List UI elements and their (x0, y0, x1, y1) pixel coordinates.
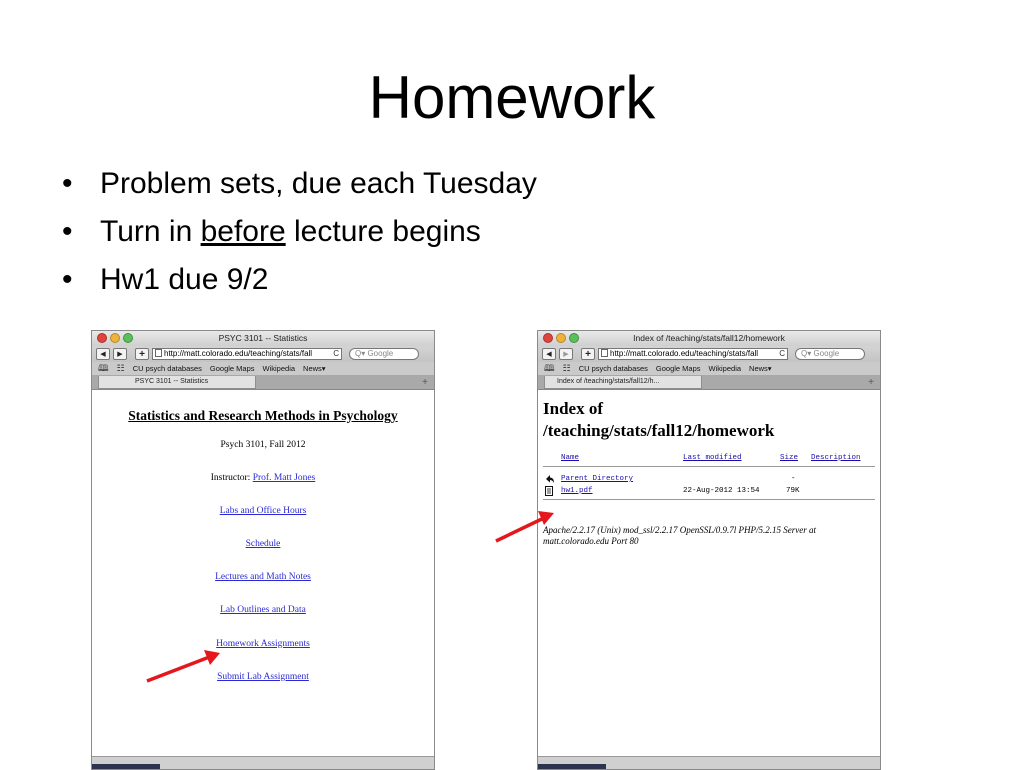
back-arrow-icon (544, 474, 555, 484)
window-controls (543, 333, 579, 343)
zoom-window-button[interactable] (569, 333, 579, 343)
parent-directory-link[interactable]: Parent Directory (561, 475, 634, 483)
dock-strip (538, 764, 606, 769)
bullet-text: Problem sets, due each Tuesday (100, 167, 537, 200)
window-title: PSYC 3101 -- Statistics (218, 333, 308, 343)
close-window-button[interactable] (543, 333, 553, 343)
index-heading (543, 398, 873, 442)
search-input[interactable]: Q▾ Google (349, 348, 419, 360)
window-controls (97, 333, 133, 343)
grid-icon[interactable]: ☷ (116, 363, 125, 373)
bookmark-item[interactable]: CU psych databases (132, 364, 202, 373)
bullet-emphasis: before (200, 215, 286, 248)
submit-lab-link[interactable]: Submit Lab Assignment (217, 672, 309, 682)
tab-course[interactable]: PSYC 3101 -- Statistics (98, 376, 256, 389)
nav-link-lab-outlines (92, 605, 434, 615)
modified-column-header[interactable]: Last modified (683, 454, 742, 462)
browser-window-course (91, 330, 435, 770)
name-column-header[interactable]: Name (561, 454, 580, 462)
add-bookmark-button[interactable]: + (135, 348, 149, 360)
page-icon (155, 349, 162, 357)
nav-link-lectures (92, 572, 434, 582)
course-heading: Statistics and Research Methods in Psychology (128, 408, 398, 423)
bookmarks-bar (538, 362, 880, 376)
forward-button[interactable]: ▶ (559, 348, 573, 360)
window-titlebar (538, 331, 880, 346)
bullet-item (62, 256, 537, 304)
row-size: 79K (786, 487, 800, 495)
zoom-window-button[interactable] (123, 333, 133, 343)
course-info: Psych 3101, Fall 2012 (220, 440, 306, 450)
labs-office-hours-link[interactable]: Labs and Office Hours (219, 506, 307, 516)
directory-listing (543, 452, 875, 502)
instructor-link[interactable]: Prof. Matt Jones (252, 473, 316, 483)
row-size: - (791, 475, 796, 483)
pointer-arrow-homework (144, 648, 224, 684)
index-heading-line: Index of (543, 399, 603, 418)
url-text: http://matt.colorado.edu/teaching/stats/fall (164, 349, 313, 358)
listing-header (543, 452, 875, 464)
search-input[interactable]: Q▾ Google (795, 348, 865, 360)
bookmark-item[interactable]: Wikipedia (262, 364, 296, 373)
document-icon (544, 486, 555, 496)
slide-title: Homework (368, 64, 656, 131)
page-icon (601, 349, 608, 357)
browser-toolbar (538, 346, 880, 362)
back-button[interactable]: ◀ (96, 348, 110, 360)
reload-icon[interactable]: C (779, 349, 785, 358)
size-column-header[interactable]: Size (780, 454, 799, 462)
lab-outlines-link[interactable]: Lab Outlines and Data (220, 605, 306, 615)
table-row (543, 473, 875, 485)
divider (543, 499, 875, 500)
grid-icon[interactable]: ☷ (562, 363, 571, 373)
index-heading-path: /teaching/stats/fall12/homework (543, 421, 775, 440)
back-button[interactable]: ◀ (542, 348, 556, 360)
forward-button[interactable]: ▶ (113, 348, 127, 360)
bullet-list (62, 160, 537, 304)
browser-toolbar (92, 346, 434, 362)
server-signature: Apache/2.2.17 (Unix) mod_ssl/2.2.17 OpenSSL/0.9.7l PHP/5.2.15 Server at matt.colorado.edu Port 80 (543, 525, 816, 546)
row-modified: 22-Aug-2012 13:54 (683, 487, 760, 495)
nav-link-schedule (92, 539, 434, 549)
hw1-pdf-link[interactable]: hw1.pdf (561, 487, 593, 495)
book-icon[interactable]: 🕮 (544, 362, 555, 373)
bullet-item (62, 160, 537, 208)
tab-index[interactable]: Index of /teaching/stats/fall12/h... (544, 376, 702, 389)
browser-window-index (537, 330, 881, 770)
bullet-text: lecture begins (285, 215, 481, 248)
address-bar[interactable] (152, 348, 342, 360)
table-row (543, 485, 875, 497)
minimize-window-button[interactable] (110, 333, 120, 343)
dock-strip (92, 764, 160, 769)
new-tab-button[interactable]: + (868, 377, 874, 388)
add-bookmark-button[interactable]: + (581, 348, 595, 360)
instructor-line (92, 473, 434, 483)
window-title: Index of /teaching/stats/fall12/homework (633, 333, 785, 343)
page-content (92, 390, 434, 763)
bookmark-item[interactable]: News▾ (303, 364, 326, 373)
new-tab-button[interactable]: + (422, 377, 428, 388)
instructor-label: Instructor: (210, 473, 253, 483)
bullet-text: Hw1 due 9/2 (100, 263, 269, 296)
bookmark-item[interactable]: Google Maps (209, 364, 255, 373)
bookmark-item[interactable]: Google Maps (655, 364, 701, 373)
status-bar (92, 756, 434, 769)
minimize-window-button[interactable] (556, 333, 566, 343)
bookmark-item[interactable]: CU psych databases (578, 364, 648, 373)
bookmark-item[interactable]: News▾ (749, 364, 772, 373)
divider (543, 466, 875, 467)
homework-assignments-link[interactable]: Homework Assignments (216, 639, 310, 649)
bullet-item (62, 208, 537, 256)
page-content (538, 390, 880, 763)
window-titlebar (92, 331, 434, 346)
book-icon[interactable]: 🕮 (98, 362, 109, 373)
reload-icon[interactable]: C (333, 349, 339, 358)
lectures-link[interactable]: Lectures and Math Notes (215, 572, 311, 582)
bookmarks-bar (92, 362, 434, 376)
url-text: http://matt.colorado.edu/teaching/stats/fall (610, 349, 759, 358)
bullet-text: Turn in (100, 215, 201, 248)
tab-strip (92, 376, 434, 390)
description-column-header[interactable]: Description (811, 454, 861, 462)
bookmark-item[interactable]: Wikipedia (708, 364, 742, 373)
status-bar (538, 756, 880, 769)
schedule-link[interactable]: Schedule (245, 539, 281, 549)
pointer-arrow-hw1 (494, 508, 558, 544)
close-window-button[interactable] (97, 333, 107, 343)
address-bar[interactable] (598, 348, 788, 360)
tab-strip (538, 376, 880, 390)
nav-link-labs (92, 506, 434, 516)
